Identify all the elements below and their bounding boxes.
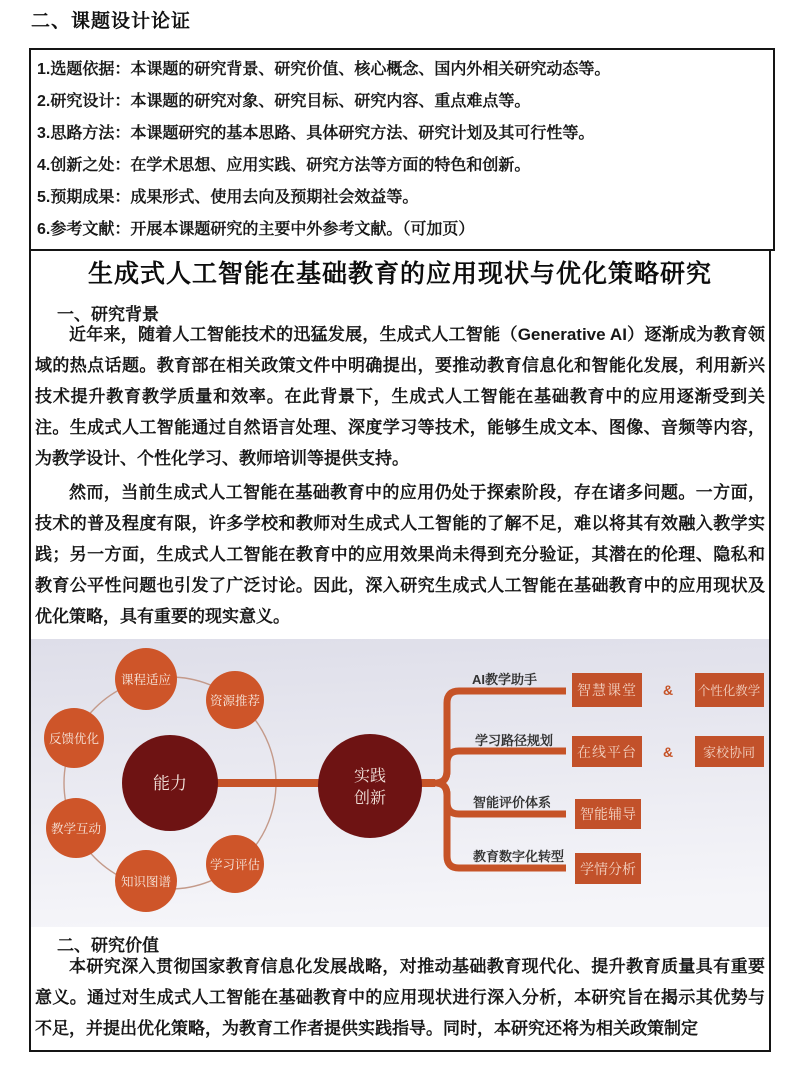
outcome-box-intelligent-tutoring xyxy=(575,799,641,829)
svg-text:家校协同: 家校协同 xyxy=(702,745,756,760)
background-paragraph-2: 然而，当前生成式人工智能在基础教育中的应用仍处于探索阶段，存在诸多问题。一方面，技术的普及程度有限，许多学校和教师对生成式人工智能的了解不足，难以将其有效融入教学实践；另一方面，生成式人工智能在教育中的应用效果尚未得到充分验证，其潜在的伦理、隐私和教育公平性问题也引发了广泛讨论。因此，深入研究生成式人工智能在基础教育中的应用现状及优化策略，具有重要的现实意义。 xyxy=(35,483,765,626)
instructions-box xyxy=(29,48,775,251)
hub-practice-innovation xyxy=(318,734,422,838)
instruction-item: 1.选题依据：本课题的研究背景、研究价值、核心概念、国内外相关研究动态等。 xyxy=(37,61,611,78)
background-paragraph-1: 近年来，随着人工智能技术的迅猛发展，生成式人工智能（Generative AI）逐渐成为教育领域的热点话题。教育部在相关政策文件中明确提出，要推动教育信息化和智能化发展，利用新兴技术提升教育教学质量和效率。在此背景下，生成式人工智能在基础教育中的应用逐渐受到关注。生成式人工智能通过自然语言处理、深度学习等技术，能够生成文本、图像、音频等内容，为教学设计、个性化学习、教师培训等提供支持。 xyxy=(35,325,765,468)
hub-practice-label-line2: 创新 xyxy=(353,790,387,807)
branch-label-intelligent-evaluation-system: 智能评价体系 xyxy=(473,795,552,810)
hub-practice-label-line1: 实践 xyxy=(353,768,387,785)
value-paragraph: 本研究深入贯彻国家教育信息化发展战略，对推动基础教育现代化、提升教育质量具有重要意义。通过对生成式人工智能在基础教育中的应用现状进行深入分析，本研究旨在揭示其优势与不足，并提出优化策略，为教育工作者提供实践指导。同时，本研究还将为相关政策制定 xyxy=(35,957,765,1038)
instruction-item: 4.创新之处：在学术思想、应用实践、研究方法等方面的特色和创新。 xyxy=(37,157,531,174)
svg-text:智慧课堂: 智慧课堂 xyxy=(577,682,637,698)
section-2-heading: 二、研究价值 xyxy=(57,936,159,955)
section-1-heading: 一、研究背景 xyxy=(57,305,159,324)
instruction-item: 5.预期成果：成果形式、使用去向及预期社会效益等。 xyxy=(37,189,419,206)
hub-ability-label: 能力 xyxy=(153,774,187,793)
svg-text:学情分析: 学情分析 xyxy=(580,861,636,877)
svg-text:学习评估: 学习评估 xyxy=(209,858,261,872)
outcome-box-learning-analytics xyxy=(575,853,641,884)
concept-diagram xyxy=(31,639,769,927)
instruction-item: 6.参考文献：开展本课题研究的主要中外参考文献。（可加页） xyxy=(37,221,475,238)
svg-text:个性化教学: 个性化教学 xyxy=(697,684,761,698)
hub-ability xyxy=(122,735,218,831)
joiner-ampersand-1: & xyxy=(662,682,674,698)
outcome-box-personalized-teaching xyxy=(695,673,764,707)
satellite-knowledge-graph xyxy=(115,850,177,912)
research-title: 生成式人工智能在基础教育的应用现状与优化策略研究 xyxy=(87,260,712,288)
svg-text:反馈优化: 反馈优化 xyxy=(48,732,100,746)
svg-text:课程适应: 课程适应 xyxy=(120,673,172,687)
outcome-box-smart-classroom xyxy=(572,673,642,707)
branch-label-education-digital-transformation: 教育数字化转型 xyxy=(473,849,565,864)
satellite-feedback-optimization xyxy=(44,708,104,768)
outcome-box-online-platform xyxy=(572,736,642,767)
svg-text:教学互动: 教学互动 xyxy=(50,822,102,836)
svg-text:资源推荐: 资源推荐 xyxy=(209,694,261,708)
satellite-course-adaptation xyxy=(115,648,177,710)
svg-text:知识图谱: 知识图谱 xyxy=(120,875,172,889)
svg-text:智能辅导: 智能辅导 xyxy=(580,806,636,822)
section-header: 二、课题设计论证 xyxy=(31,11,192,32)
branch-label-learning-path-planning: 学习路径规划 xyxy=(475,733,554,748)
satellite-learning-assessment xyxy=(206,835,264,893)
satellite-resource-recommendation xyxy=(206,671,264,729)
outcome-box-home-school-collaboration xyxy=(695,736,764,767)
joiner-ampersand-2: & xyxy=(662,744,674,760)
satellite-teaching-interaction xyxy=(46,798,106,858)
instruction-item: 2.研究设计：本课题的研究对象、研究目标、研究内容、重点难点等。 xyxy=(37,93,531,110)
svg-text:在线平台: 在线平台 xyxy=(577,744,637,760)
main-content-box xyxy=(29,249,771,1052)
branch-label-ai-teaching-assistant: AI教学助手 xyxy=(472,672,538,687)
instruction-item: 3.思路方法：本课题研究的基本思路、具体研究方法、研究计划及其可行性等。 xyxy=(37,125,595,142)
